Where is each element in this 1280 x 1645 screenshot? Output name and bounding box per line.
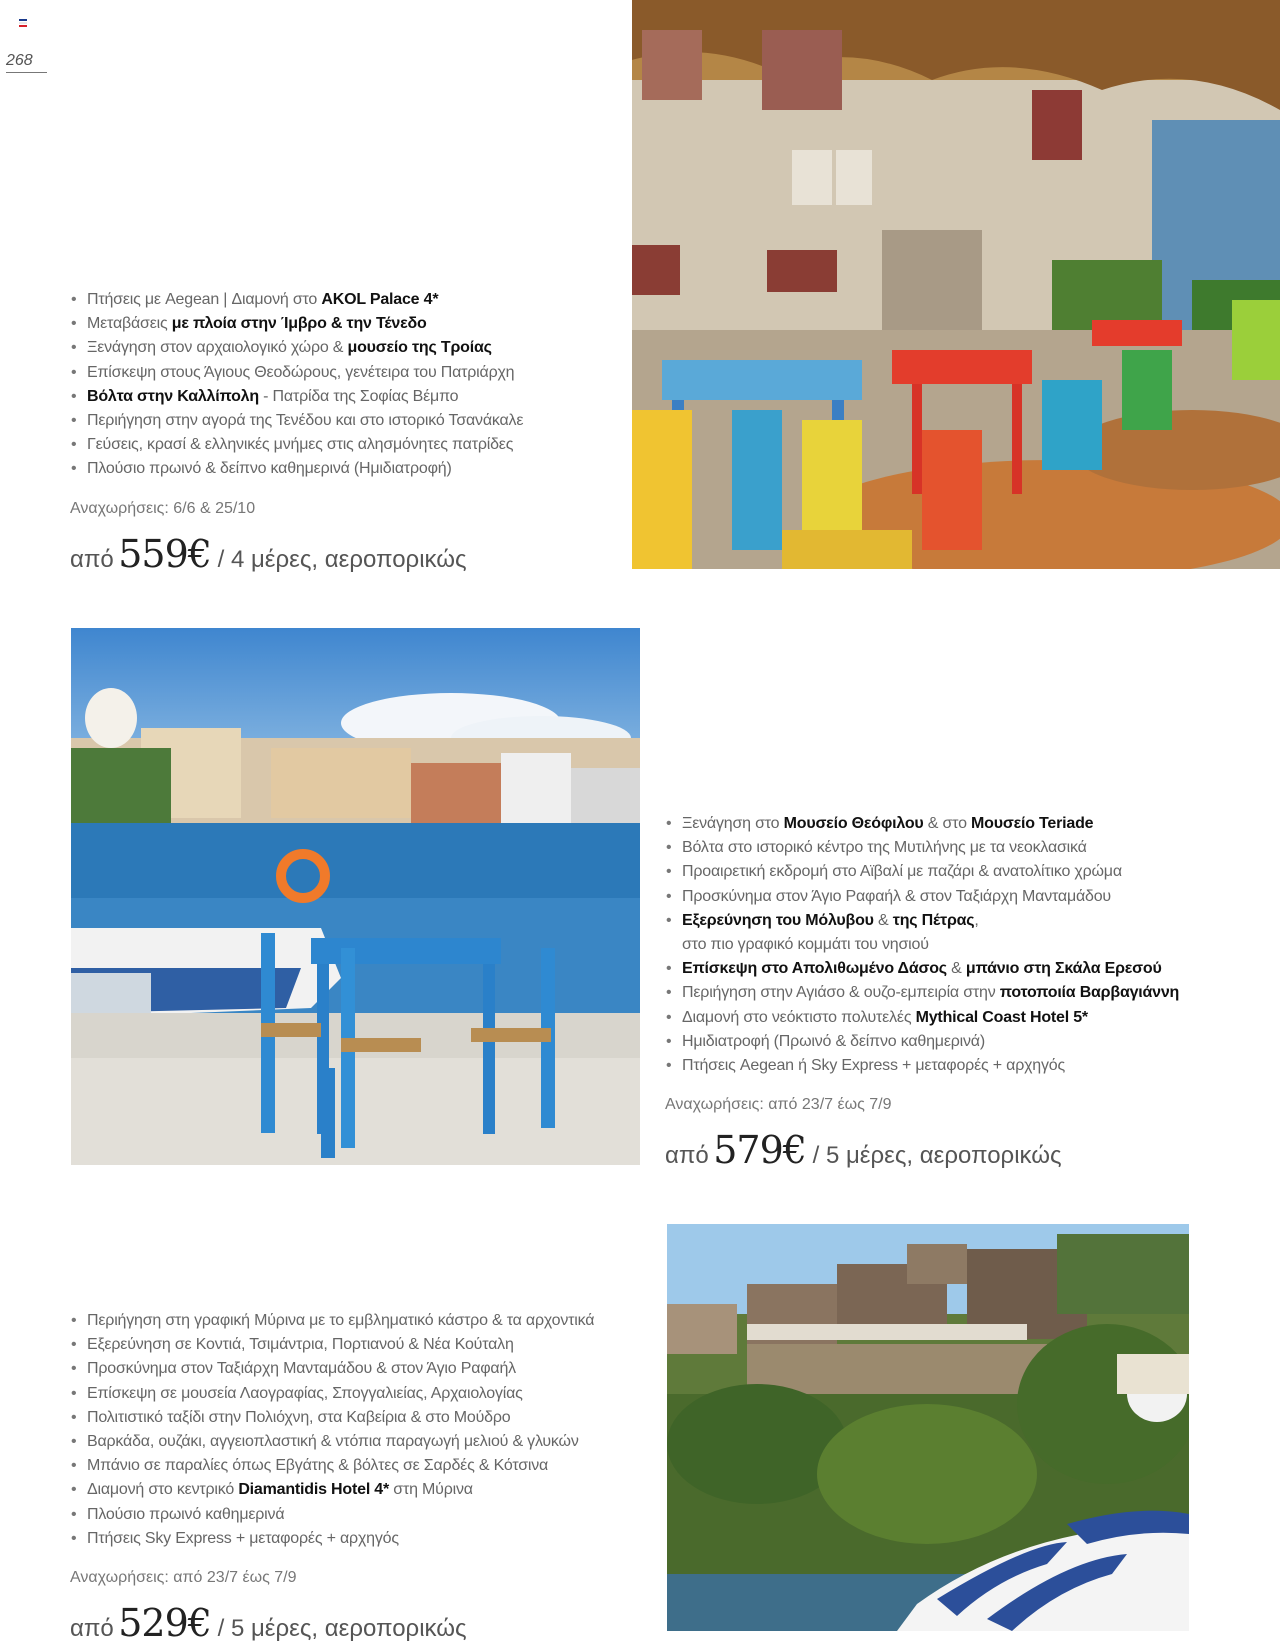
- tour-1-departures: Αναχωρήσεις: 6/6 & 25/10: [70, 499, 256, 517]
- feature-text: Βόλτα στο ιστορικό κέντρο της Μυτιλήνης με τα νεοκλασικά: [682, 839, 1087, 857]
- feature-highlight: Diamantidis Hotel 4*: [238, 1481, 390, 1499]
- feature-text: Πλούσιο πρωινό & δείπνο καθημερινά (Ημιδιατροφή): [87, 460, 452, 478]
- page-number: 268: [6, 52, 47, 73]
- feature-highlight: Βόλτα στην Καλλίπολη: [87, 387, 259, 405]
- feature-highlight: μουσείο της Τροίας: [347, 339, 492, 357]
- tour-2-price-line: [665, 1128, 1179, 1172]
- feature-text: Μεταβάσεις: [87, 315, 172, 333]
- feature-item: [70, 409, 523, 433]
- feature-item: [70, 1333, 594, 1357]
- feature-item: [665, 1030, 1179, 1054]
- tour-2-departures: Αναχωρήσεις: από 23/7 έως 7/9: [665, 1096, 892, 1114]
- village-cliff-sea-photo: [667, 1224, 1189, 1631]
- tour-1-price: 559€: [118, 531, 211, 576]
- feature-item: [665, 1054, 1179, 1078]
- feature-item: [665, 885, 1179, 909]
- feature-item: [70, 312, 523, 336]
- flag-icon: [19, 19, 27, 26]
- feature-text: Ξενάγηση στο: [682, 815, 784, 832]
- feature-text: Προσκύνημα στον Ταξιάρχη Μανταμάδου & στον Άγιο Ραφαήλ: [87, 1360, 516, 1378]
- feature-item: [70, 385, 523, 409]
- feature-item: [70, 1309, 594, 1333]
- feature-text: Γεύσεις, κρασί & ελληνικές μνήμες στις αλησμόνητες πατρίδες: [87, 436, 514, 454]
- feature-text: Προσκύνημα στον Άγιο Ραφαήλ & στον Ταξιάρχη Μανταμάδου: [682, 887, 1111, 905]
- feature-item: [70, 1503, 594, 1527]
- feature-highlight: με πλοία στην Ίμβρο & την Τένεδο: [171, 315, 427, 333]
- tour-3-departures: Αναχωρήσεις: από 23/7 έως 7/9: [70, 1569, 297, 1587]
- feature-highlight: της Πέτρας: [892, 911, 975, 929]
- feature-text: Προαιρετική εκδρομή στο Αϊβαλί με παζάρι & ανατολίτικο χρώμα: [682, 863, 1122, 881]
- tour-block-2: [665, 812, 1179, 1172]
- feature-text: & στο: [923, 815, 972, 832]
- feature-item: [665, 836, 1179, 860]
- price-duration: / 5 μέρες, αεροπορικώς: [805, 1142, 1062, 1170]
- price-prefix: από: [665, 1142, 709, 1170]
- feature-highlight: Mythical Coast Hotel 5*: [915, 1008, 1088, 1026]
- feature-text: Πτήσεις με Aegean | Διαμονή στο: [87, 291, 322, 308]
- feature-item: [665, 812, 1179, 836]
- tour-3-price: 529€: [118, 1601, 211, 1645]
- feature-text: Διαμονή στο νεόκτιστο πολυτελές: [682, 1008, 916, 1026]
- feature-highlight: Εξερεύνηση του Μόλυβου: [682, 911, 874, 929]
- feature-text: Διαμονή στο κεντρικό: [87, 1481, 239, 1499]
- feature-item: [70, 1527, 594, 1551]
- feature-text: &: [873, 911, 893, 929]
- feature-text: ,: [974, 911, 979, 929]
- feature-highlight: ποτοποιία Βαρβαγιάννη: [999, 984, 1180, 1002]
- feature-text: Εξερεύνηση σε Κοντιά, Τσιμάντρια, Πορτιανού & Νέα Κούταλη: [87, 1336, 514, 1354]
- feature-text: Περιήγηση στη γραφική Μύρινα με το εμβληματικό κάστρο & τα αρχοντικά: [87, 1312, 595, 1329]
- feature-text: - Πατρίδα της Σοφίας Βέμπο: [258, 387, 459, 405]
- feature-text: Βαρκάδα, ουζάκι, αγγειοπλαστική & ντόπια παραγωγή μελιού & γλυκών: [87, 1433, 579, 1451]
- feature-text: Ξενάγηση στον αρχαιολογικό χώρο &: [87, 339, 348, 357]
- feature-text: Περιήγηση στην Αγιάσο & ουζο-εμπειρία στην: [682, 984, 1000, 1002]
- tour-1-price-line: [70, 532, 523, 576]
- feature-text: Πτήσεις Aegean ή Sky Express + μεταφορές + αρχηγός: [682, 1057, 1066, 1075]
- feature-item: [70, 1357, 594, 1381]
- feature-item: [665, 981, 1179, 1005]
- feature-item: [665, 860, 1179, 884]
- price-duration: / 5 μέρες, αεροπορικώς: [210, 1615, 467, 1643]
- feature-text: Μπάνιο σε παραλίες όπως Εβγάτης & βόλτες σε Σαρδές & Κότσινα: [87, 1457, 549, 1475]
- feature-highlight: Μουσείο Teriade: [971, 815, 1094, 832]
- feature-text: Επίσκεψη σε μουσεία Λαογραφίας, Σπογγαλιείας, Αρχαιολογίας: [87, 1384, 523, 1402]
- harbor-blue-table-photo: [71, 628, 640, 1165]
- feature-highlight: μπάνιο στη Σκάλα Ερεσού: [965, 960, 1162, 978]
- feature-item: [70, 1430, 594, 1454]
- feature-item: [70, 433, 523, 457]
- tour-3-price-line: [70, 1601, 594, 1645]
- feature-item: [665, 909, 1179, 957]
- feature-text: στη Μύρινα: [389, 1481, 473, 1499]
- tour-3-features: [70, 1309, 594, 1551]
- feature-highlight: AKOL Palace 4*: [321, 291, 439, 308]
- feature-item: [665, 957, 1179, 981]
- feature-text: &: [946, 960, 966, 978]
- tour-2-price: 579€: [713, 1128, 806, 1173]
- feature-text: Πτήσεις Sky Express + μεταφορές + αρχηγός: [87, 1529, 399, 1547]
- colorful-cafe-tables-photo: [632, 0, 1280, 569]
- tour-block-3: [70, 1309, 594, 1645]
- price-duration: / 4 μέρες, αεροπορικώς: [210, 545, 467, 573]
- feature-text: Περιήγηση στην αγορά της Τενέδου και στο ιστορικό Τσανάκαλε: [87, 412, 524, 430]
- feature-highlight: Επίσκεψη στο Απολιθωμένο Δάσος: [682, 960, 947, 978]
- feature-text: Πλούσιο πρωινό καθημερινά: [87, 1505, 285, 1523]
- tour-block-1: [70, 288, 523, 576]
- price-prefix: από: [70, 545, 114, 573]
- feature-text-continued: στο πιο γραφικό κομμάτι του νησιού: [682, 936, 929, 954]
- feature-item: [70, 288, 523, 312]
- feature-item: [70, 457, 523, 481]
- feature-text: Ημιδιατροφή (Πρωινό & δείπνο καθημερινά): [682, 1032, 985, 1050]
- feature-text: Πολιτιστικό ταξίδι στην Πολιόχνη, στα Καβείρια & στο Μούδρο: [87, 1408, 511, 1426]
- feature-highlight: Μουσείο Θεόφιλου: [783, 815, 924, 832]
- feature-item: [70, 336, 523, 360]
- feature-item: [70, 1478, 594, 1502]
- tour-2-features: [665, 812, 1179, 1078]
- feature-item: [70, 1382, 594, 1406]
- feature-item: [70, 1406, 594, 1430]
- feature-item: [70, 361, 523, 385]
- feature-text: Επίσκεψη στους Άγιους Θεοδώρους, γενέτειρα του Πατριάρχη: [87, 363, 515, 381]
- feature-item: [665, 1006, 1179, 1030]
- price-prefix: από: [70, 1615, 114, 1643]
- feature-item: [70, 1454, 594, 1478]
- tour-1-features: [70, 288, 523, 482]
